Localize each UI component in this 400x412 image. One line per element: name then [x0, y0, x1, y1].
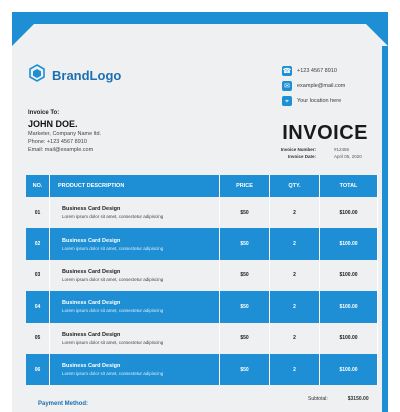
subtotal-row: [308, 396, 369, 402]
row-title: Business Card Design: [62, 268, 121, 275]
row-title: Business Card Design: [62, 363, 121, 370]
invoice-date-value: April 05, 2020: [334, 154, 362, 159]
row-description: [50, 354, 220, 385]
table-row: [26, 323, 378, 354]
table-row: [26, 291, 378, 322]
payment-method-label: Payment Method:: [38, 401, 89, 407]
brand-logo: [28, 64, 121, 87]
row-description: [50, 260, 220, 291]
row-description: [50, 323, 220, 354]
row-subtext: Lorem ipsum dolor sit amet, consectetur adipiscing: [62, 308, 164, 314]
row-price: $50: [220, 197, 270, 228]
table-row: [26, 197, 378, 228]
row-title: Business Card Design: [62, 206, 121, 213]
row-total: $100.00: [320, 291, 378, 322]
row-qty: 2: [270, 323, 320, 354]
row-description: [50, 228, 220, 259]
table-header-row: [26, 175, 378, 197]
mail-icon: ✉: [282, 81, 292, 91]
col-total: TOTAL: [320, 175, 378, 197]
row-total: $100.00: [320, 197, 378, 228]
row-no: 05: [26, 323, 50, 354]
table-row: [26, 260, 378, 291]
invoice-title: INVOICE: [282, 122, 368, 144]
client-role: Marketer, Company Name ltd.: [28, 131, 102, 137]
row-total: $100.00: [320, 228, 378, 259]
contact-location: Your location here: [297, 98, 342, 104]
row-price: $50: [220, 260, 270, 291]
row-qty: 2: [270, 354, 320, 385]
top-accent-band: [12, 12, 388, 24]
table-row: [26, 228, 378, 259]
row-title: Business Card Design: [62, 300, 121, 307]
row-no: 04: [26, 291, 50, 322]
subtotal-value: $3150.00: [347, 396, 369, 402]
invoice-number-value: #12456: [334, 147, 350, 152]
phone-icon: ☎: [282, 67, 292, 75]
invoice-header: [281, 122, 368, 159]
invoice-date-row: [281, 154, 368, 159]
contact-phone: +123 4567 8910: [297, 68, 337, 74]
row-title: Business Card Design: [62, 331, 121, 338]
row-qty: 2: [270, 228, 320, 259]
row-subtext: Lorem ipsum dolor sit amet, consectetur adipiscing: [62, 371, 164, 377]
row-no: 02: [26, 228, 50, 259]
invoice-sheet: [12, 12, 388, 412]
col-qty: QTY.: [270, 175, 320, 197]
row-subtext: Lorem ipsum dolor sit amet, consectetur adipiscing: [62, 245, 164, 251]
row-subtext: Lorem ipsum dolor sit amet, consectetur adipiscing: [62, 339, 164, 345]
col-description: PRODUCT DESCRIPTION: [50, 175, 220, 197]
brand-name: BrandLogo: [52, 68, 122, 83]
corner-accent-left: [12, 12, 46, 46]
col-no: NO.: [26, 175, 50, 197]
row-total: $100.00: [320, 260, 378, 291]
col-price: PRICE: [220, 175, 270, 197]
client-email: Email: mail@example.com: [28, 147, 94, 153]
row-qty: 2: [270, 260, 320, 291]
row-description: [50, 197, 220, 228]
side-accent-right: [382, 46, 388, 412]
contact-list: [282, 64, 345, 109]
brand-cube-icon: [28, 64, 46, 87]
contact-row-location: [282, 94, 345, 108]
corner-accent-right: [354, 12, 388, 46]
row-price: $50: [220, 323, 270, 354]
line-items-table: [26, 175, 378, 385]
row-no: 06: [26, 354, 50, 385]
row-no: 01: [26, 197, 50, 228]
row-total: $100.00: [320, 323, 378, 354]
row-subtext: Lorem ipsum dolor sit amet, consectetur adipiscing: [62, 276, 164, 282]
subtotal-label: Subtotal:: [308, 396, 328, 402]
contact-row-phone: [282, 64, 345, 78]
invoice-number-label: Invoice Number:: [280, 147, 316, 152]
contact-row-email: [282, 79, 345, 93]
invoice-to-block: [28, 110, 101, 153]
row-title: Business Card Design: [62, 237, 121, 244]
row-qty: 2: [270, 197, 320, 228]
location-pin-icon: ⌖: [282, 96, 292, 106]
client-phone: Phone: +123 4567 8910: [28, 139, 87, 145]
row-price: $50: [220, 291, 270, 322]
row-price: $50: [220, 354, 270, 385]
invoice-date-label: Invoice Date:: [287, 154, 316, 159]
client-name: JOHN DOE.: [28, 119, 78, 129]
row-price: $50: [220, 228, 270, 259]
invoice-to-label: Invoice To:: [28, 110, 60, 116]
row-no: 03: [26, 260, 50, 291]
table-row: [26, 354, 378, 385]
row-total: $100.00: [320, 354, 378, 385]
row-subtext: Lorem ipsum dolor sit amet, consectetur adipiscing: [62, 214, 164, 220]
row-description: [50, 291, 220, 322]
contact-email: example@mail.com: [297, 83, 346, 89]
row-qty: 2: [270, 291, 320, 322]
invoice-number-row: [281, 147, 368, 152]
